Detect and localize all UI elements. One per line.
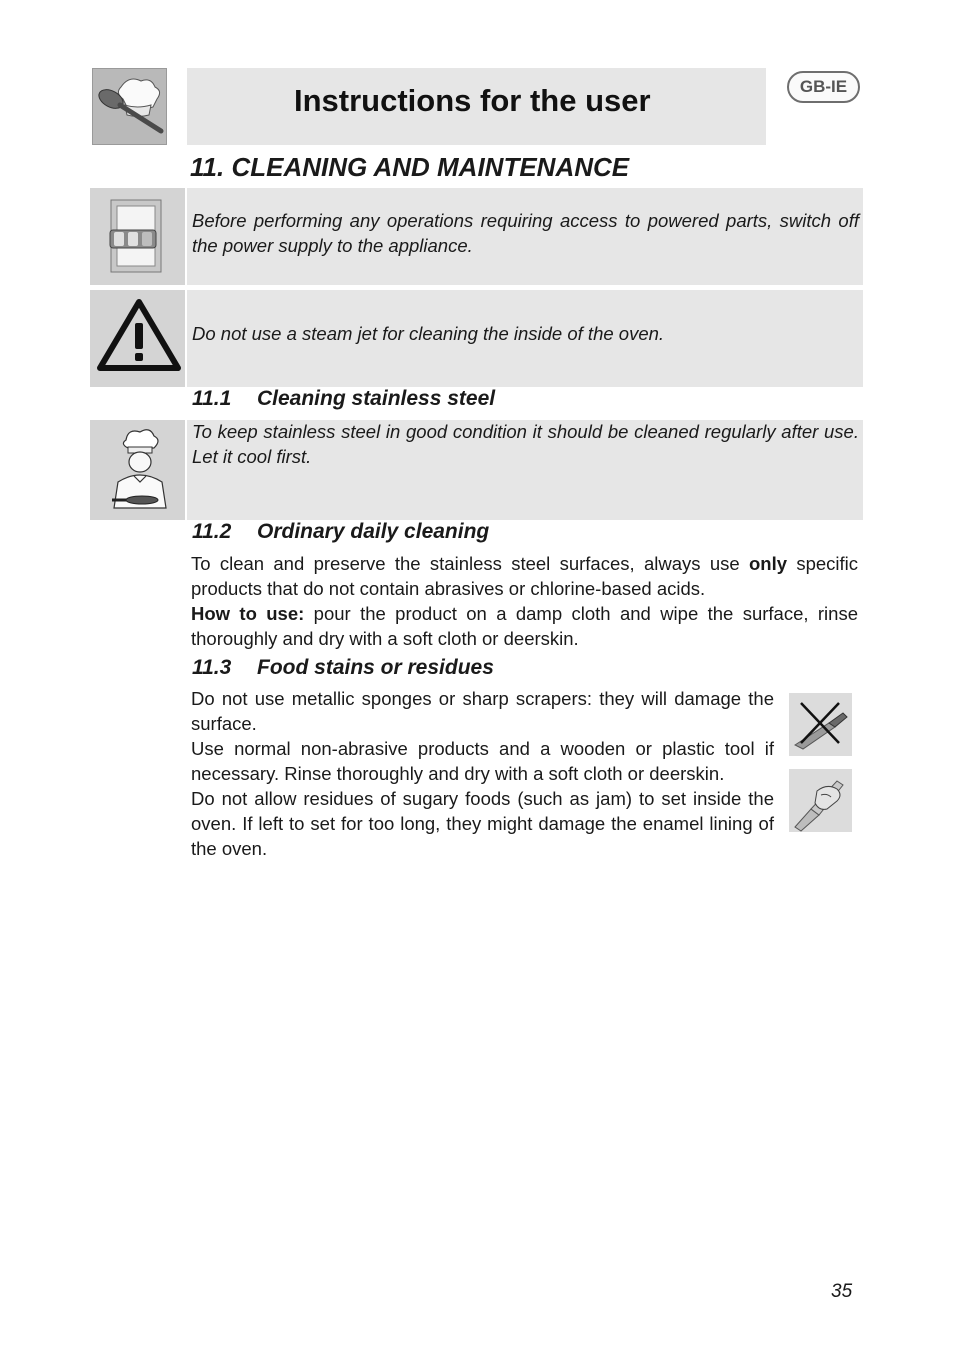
note-power bbox=[187, 188, 863, 285]
section-title: 11. CLEANING AND MAINTENANCE bbox=[190, 152, 630, 182]
note-text: Before performing any operations requiring access to powered parts, switch off the power supply to the appliance. bbox=[192, 210, 859, 256]
note-stainless bbox=[187, 420, 863, 520]
daily-cleaning-text bbox=[191, 551, 858, 651]
no-scraper-icon bbox=[789, 693, 852, 756]
subsection-number: 11.2 bbox=[192, 520, 232, 543]
spoon-chef-hat-icon bbox=[92, 68, 167, 145]
subsection-title-11-3 bbox=[192, 656, 494, 680]
subsection-title-11-2 bbox=[192, 520, 489, 544]
subsection-title-11-1 bbox=[192, 387, 495, 411]
warning-triangle-icon bbox=[90, 290, 185, 387]
chef-icon bbox=[90, 420, 185, 520]
paragraph: How to use: pour the product on a damp cloth and wipe the surface, rinse thoroughly and dry with a soft cloth or deerskin. bbox=[191, 603, 858, 649]
note-text: Do not use a steam jet for cleaning the inside of the oven. bbox=[192, 323, 665, 344]
page-title: Instructions for the user bbox=[294, 83, 651, 118]
note-steam bbox=[187, 290, 863, 387]
paragraph: Do not allow residues of sugary foods (such as jam) to set inside the oven. If left to set for too long, they might damage the enamel lining of the oven. bbox=[191, 788, 774, 859]
subsection-name: Ordinary daily cleaning bbox=[257, 520, 490, 543]
subsection-name: Food stains or residues bbox=[257, 656, 494, 679]
paragraph: Use normal non-abrasive products and a wooden or plastic tool if necessary. Rinse thoroughly and dry with a soft cloth or deerskin. bbox=[191, 738, 774, 784]
paragraph: To clean and preserve the stainless steel surfaces, always use only specific products that do not contain abrasives or chlorine-based acids. bbox=[191, 553, 859, 599]
subsection-number: 11.1 bbox=[192, 387, 232, 410]
subsection-number: 11.3 bbox=[192, 656, 232, 679]
subsection-name: Cleaning stainless steel bbox=[257, 387, 496, 410]
region-badge: GB-IE bbox=[787, 71, 860, 103]
food-stains-text bbox=[191, 686, 774, 861]
note-text: To keep stainless steel in good condition it should be cleaned regularly after use. Let it cool first. bbox=[192, 421, 859, 467]
header-bar bbox=[187, 68, 766, 145]
wooden-spatula-icon bbox=[789, 769, 852, 832]
power-switch-icon bbox=[90, 188, 185, 285]
paragraph: Do not use metallic sponges or sharp scrapers: they will damage the surface. bbox=[191, 688, 774, 734]
page-number: 35 bbox=[831, 1281, 853, 1302]
